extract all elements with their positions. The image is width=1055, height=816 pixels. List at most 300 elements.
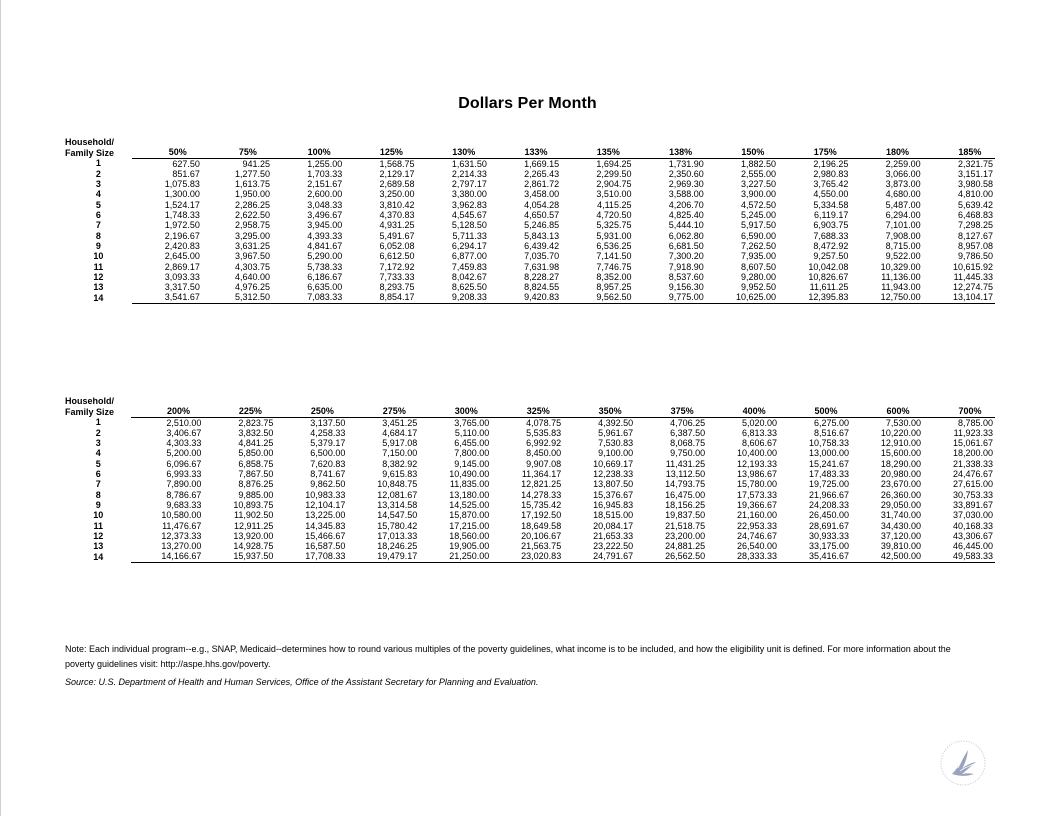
value-cell: 2,259.00 bbox=[885, 158, 921, 169]
value-cell: 851.67 bbox=[172, 168, 200, 179]
value-cell: 10,893.75 bbox=[233, 499, 274, 510]
family-size-cell: 7 bbox=[95, 479, 101, 490]
value-cell: 12,238.33 bbox=[593, 469, 634, 480]
value-cell: 46,445.00 bbox=[952, 541, 993, 552]
value-cell: 11,364.17 bbox=[521, 469, 562, 480]
note-text: Note: Each individual program--e.g., SNAP, Medicaid--determines how to round various multiples of the poverty guidelines, what income is to be included, and how the eligibility unit is defined. For more information about the poverty guidelines visit: http://aspe.hhs.gov/poverty. bbox=[65, 644, 951, 669]
table-row bbox=[65, 210, 995, 220]
value-cell: 5,535.83 bbox=[526, 427, 562, 438]
value-cell: 8,824.55 bbox=[524, 282, 560, 293]
value-cell: 15,600.00 bbox=[880, 448, 921, 459]
poverty-table-1 bbox=[65, 137, 995, 304]
value-cell: 3,451.25 bbox=[382, 417, 418, 428]
value-cell: 2,622.50 bbox=[234, 210, 270, 221]
value-cell: 2,510.00 bbox=[166, 417, 202, 428]
table-row bbox=[65, 417, 995, 428]
value-cell: 9,100.00 bbox=[598, 448, 634, 459]
value-cell: 1,613.75 bbox=[234, 179, 270, 190]
value-cell: 4,640.00 bbox=[234, 271, 270, 282]
value-cell: 19,479.17 bbox=[347, 551, 419, 562]
value-cell: 8,957.08 bbox=[957, 240, 993, 251]
value-cell: 4,976.25 bbox=[234, 282, 270, 293]
value-cell: 8,228.27 bbox=[524, 271, 560, 282]
value-cell: 5,200.00 bbox=[166, 448, 202, 459]
value-cell: 9,907.08 bbox=[526, 458, 562, 469]
value-cell: 2,861.72 bbox=[524, 179, 560, 190]
column-header: 180% bbox=[850, 147, 922, 158]
column-header: 300% bbox=[419, 406, 491, 417]
value-cell: 7,620.83 bbox=[310, 458, 346, 469]
value-cell: 2,321.75 bbox=[957, 158, 993, 169]
value-cell: 12,274.75 bbox=[952, 282, 993, 293]
value-cell: 11,902.50 bbox=[234, 510, 274, 521]
source-text: Source: U.S. Department of Health and Human Services, Office of the Assistant Secretary for Planning and Evaluation. bbox=[65, 677, 539, 687]
value-cell: 1,277.50 bbox=[234, 168, 270, 179]
table-row bbox=[65, 169, 995, 179]
value-cell: 7,150.00 bbox=[382, 448, 418, 459]
value-cell: 11,136.00 bbox=[881, 271, 921, 282]
value-cell: 5,379.17 bbox=[310, 438, 346, 449]
value-cell: 7,935.00 bbox=[741, 251, 777, 262]
value-cell: 2,299.50 bbox=[596, 168, 632, 179]
table-row bbox=[65, 262, 995, 272]
value-cell: 13,112.50 bbox=[665, 469, 706, 480]
value-cell: 13,225.00 bbox=[305, 510, 346, 521]
value-cell: 6,052.08 bbox=[379, 240, 415, 251]
value-cell: 21,160.00 bbox=[737, 510, 778, 521]
value-cell: 4,303.33 bbox=[166, 438, 202, 449]
value-cell: 1,950.00 bbox=[234, 189, 270, 200]
value-cell: 15,870.00 bbox=[449, 510, 490, 521]
page-title: Dollars Per Month bbox=[458, 95, 597, 112]
value-cell: 24,476.67 bbox=[952, 469, 993, 480]
value-cell: 23,020.83 bbox=[491, 551, 563, 562]
value-cell: 14,525.00 bbox=[449, 499, 490, 510]
value-cell: 3,765.42 bbox=[813, 179, 849, 190]
value-cell: 3,151.17 bbox=[957, 168, 993, 179]
value-cell: 4,550.00 bbox=[813, 189, 849, 200]
value-cell: 2,600.00 bbox=[307, 189, 343, 200]
value-cell: 2,797.17 bbox=[451, 179, 487, 190]
value-cell: 5,312.50 bbox=[202, 292, 272, 303]
value-cell: 15,937.50 bbox=[203, 551, 275, 562]
value-cell: 8,382.92 bbox=[382, 458, 418, 469]
value-cell: 40,168.33 bbox=[952, 520, 993, 531]
value-cell: 18,290.00 bbox=[880, 458, 921, 469]
value-cell: 9,257.50 bbox=[813, 251, 849, 262]
value-cell: 12,821.25 bbox=[521, 479, 562, 490]
value-cell: 18,246.25 bbox=[377, 541, 418, 552]
value-cell: 21,250.00 bbox=[419, 551, 491, 562]
value-cell: 2,286.25 bbox=[234, 199, 270, 210]
value-cell: 2,980.83 bbox=[813, 168, 849, 179]
value-cell: 23,200.00 bbox=[665, 530, 706, 541]
value-cell: 4,572.50 bbox=[741, 199, 777, 210]
value-cell: 13,807.50 bbox=[593, 479, 634, 490]
value-cell: 6,119.17 bbox=[813, 210, 849, 221]
value-cell: 5,487.00 bbox=[885, 199, 921, 210]
value-cell: 19,366.67 bbox=[737, 499, 778, 510]
value-cell: 10,615.92 bbox=[952, 261, 993, 272]
value-cell: 18,156.25 bbox=[665, 499, 706, 510]
value-cell: 9,683.33 bbox=[166, 499, 202, 510]
value-cell: 10,848.75 bbox=[377, 479, 418, 490]
value-cell: 8,127.67 bbox=[957, 230, 993, 241]
table-row bbox=[65, 282, 995, 292]
value-cell: 3,227.50 bbox=[741, 179, 777, 190]
value-cell: 8,607.50 bbox=[741, 261, 777, 272]
column-header: 700% bbox=[923, 406, 995, 417]
table-row bbox=[65, 479, 995, 489]
value-cell: 24,746.67 bbox=[737, 530, 778, 541]
value-cell: 7,530.00 bbox=[885, 417, 921, 428]
value-cell: 2,214.33 bbox=[451, 168, 487, 179]
family-size-cell: 12 bbox=[93, 530, 104, 541]
value-cell: 19,837.50 bbox=[665, 510, 706, 521]
value-cell: 4,684.17 bbox=[382, 427, 418, 438]
value-cell: 7,867.50 bbox=[238, 469, 274, 480]
value-cell: 2,689.58 bbox=[379, 179, 415, 190]
value-cell: 26,562.50 bbox=[635, 551, 707, 562]
value-cell: 8,450.00 bbox=[526, 448, 562, 459]
value-cell: 5,325.75 bbox=[596, 220, 632, 231]
value-cell: 28,333.33 bbox=[707, 551, 779, 562]
value-cell: 4,078.75 bbox=[526, 417, 562, 428]
value-cell: 33,175.00 bbox=[808, 541, 850, 552]
value-cell: 7,918.90 bbox=[668, 261, 704, 272]
value-cell: 6,992.92 bbox=[526, 438, 562, 449]
table-row bbox=[65, 189, 995, 199]
value-cell: 14,345.83 bbox=[305, 520, 346, 531]
value-cell: 2,958.75 bbox=[234, 220, 270, 231]
value-cell: 4,303.75 bbox=[234, 261, 270, 272]
value-cell: 8,876.25 bbox=[238, 479, 274, 490]
value-cell: 6,993.33 bbox=[166, 469, 202, 480]
value-cell: 1,568.75 bbox=[379, 158, 415, 169]
value-cell: 22,953.33 bbox=[737, 520, 778, 531]
value-cell: 8,957.25 bbox=[596, 282, 632, 293]
value-cell: 6,439.42 bbox=[524, 240, 560, 251]
value-cell: 15,735.42 bbox=[521, 499, 562, 510]
value-cell: 8,741.67 bbox=[310, 469, 346, 480]
value-cell: 1,748.33 bbox=[164, 210, 200, 221]
value-cell: 15,466.67 bbox=[305, 530, 346, 541]
value-cell: 3,295.00 bbox=[234, 230, 270, 241]
value-cell: 3,510.00 bbox=[596, 189, 632, 200]
family-size-cell: 4 bbox=[95, 189, 101, 200]
value-cell: 33,891.67 bbox=[952, 499, 993, 510]
family-size-cell: 8 bbox=[95, 230, 101, 241]
value-cell: 6,500.00 bbox=[310, 448, 346, 459]
value-cell: 5,711.33 bbox=[452, 230, 487, 241]
column-header: 600% bbox=[851, 406, 923, 417]
value-cell: 8,854.17 bbox=[344, 292, 416, 303]
value-cell: 3,380.00 bbox=[451, 189, 487, 200]
value-cell: 4,841.67 bbox=[307, 240, 343, 251]
value-cell: 3,873.00 bbox=[885, 179, 921, 190]
value-cell: 9,750.00 bbox=[670, 448, 706, 459]
value-cell: 20,084.17 bbox=[593, 520, 634, 531]
value-cell: 11,943.00 bbox=[881, 282, 921, 293]
value-cell: 3,137.50 bbox=[310, 417, 346, 428]
value-cell: 9,786.50 bbox=[957, 251, 993, 262]
value-cell: 12,193.33 bbox=[737, 458, 778, 469]
value-cell: 21,518.75 bbox=[665, 520, 706, 531]
value-cell: 8,785.00 bbox=[957, 417, 993, 428]
value-cell: 4,545.67 bbox=[451, 210, 487, 221]
value-cell: 18,200.00 bbox=[952, 448, 993, 459]
value-cell: 1,703.33 bbox=[307, 168, 343, 179]
value-cell: 12,104.17 bbox=[305, 499, 346, 510]
value-cell: 5,931.00 bbox=[596, 230, 632, 241]
value-cell: 7,459.83 bbox=[451, 261, 487, 272]
value-cell: 6,275.00 bbox=[813, 417, 850, 428]
value-cell: 2,969.30 bbox=[668, 179, 704, 190]
value-cell: 7,101.00 bbox=[885, 220, 921, 231]
value-cell: 30,933.33 bbox=[808, 530, 850, 541]
value-cell: 20,980.00 bbox=[880, 469, 921, 480]
value-cell: 3,048.33 bbox=[307, 199, 343, 210]
value-cell: 13,314.58 bbox=[377, 499, 418, 510]
value-cell: 10,758.33 bbox=[808, 438, 850, 449]
value-cell: 6,455.00 bbox=[454, 438, 490, 449]
row-header-line1: Household/ bbox=[65, 396, 114, 406]
value-cell: 17,215.00 bbox=[449, 520, 490, 531]
column-header: 135% bbox=[561, 147, 633, 158]
value-cell: 8,625.50 bbox=[451, 282, 487, 293]
value-cell: 3,962.83 bbox=[451, 199, 487, 210]
value-cell: 7,530.83 bbox=[598, 438, 634, 449]
value-cell: 9,522.00 bbox=[885, 251, 921, 262]
value-cell: 17,013.33 bbox=[377, 530, 418, 541]
value-cell: 12,395.83 bbox=[778, 292, 850, 303]
column-header: 133% bbox=[489, 147, 561, 158]
value-cell: 7,035.70 bbox=[524, 251, 560, 262]
table-row bbox=[65, 272, 995, 282]
value-cell: 3,631.25 bbox=[234, 240, 270, 251]
value-cell: 18,649.58 bbox=[521, 520, 562, 531]
table-row bbox=[65, 521, 995, 531]
value-cell: 37,120.00 bbox=[880, 530, 921, 541]
value-cell: 16,587.50 bbox=[305, 541, 346, 552]
value-cell: 5,334.58 bbox=[813, 199, 849, 210]
value-cell: 3,945.00 bbox=[307, 220, 343, 231]
value-cell: 5,444.10 bbox=[668, 220, 704, 231]
value-cell: 1,075.83 bbox=[164, 179, 200, 190]
value-cell: 9,952.50 bbox=[741, 282, 777, 293]
value-cell: 1,300.00 bbox=[164, 189, 200, 200]
value-cell: 1,669.15 bbox=[524, 158, 560, 169]
value-cell: 2,645.00 bbox=[164, 251, 200, 262]
value-cell: 4,206.70 bbox=[668, 199, 704, 210]
column-header: 185% bbox=[923, 147, 995, 158]
family-size-cell: 4 bbox=[95, 448, 101, 459]
table-row bbox=[65, 500, 995, 510]
value-cell: 5,246.85 bbox=[524, 220, 560, 231]
value-cell: 10,490.00 bbox=[449, 469, 490, 480]
value-cell: 941.25 bbox=[242, 158, 270, 169]
value-cell: 7,800.00 bbox=[454, 448, 490, 459]
value-cell: 13,920.00 bbox=[233, 530, 274, 541]
value-cell: 8,068.75 bbox=[670, 438, 706, 449]
value-cell: 3,765.00 bbox=[454, 417, 490, 428]
family-size-cell: 11 bbox=[93, 261, 104, 272]
column-header: 75% bbox=[202, 147, 272, 158]
value-cell: 7,890.00 bbox=[166, 479, 202, 490]
value-cell: 6,681.50 bbox=[668, 240, 704, 251]
value-cell: 4,931.25 bbox=[379, 220, 415, 231]
value-cell: 37,030.00 bbox=[952, 510, 993, 521]
value-cell: 8,786.67 bbox=[166, 489, 202, 500]
hhs-eagle-icon bbox=[938, 738, 988, 788]
table-row bbox=[65, 428, 995, 438]
value-cell: 2,869.17 bbox=[164, 261, 200, 272]
value-cell: 10,220.00 bbox=[880, 427, 921, 438]
value-cell: 7,746.75 bbox=[596, 261, 632, 272]
value-cell: 15,780.00 bbox=[737, 479, 778, 490]
column-header: 138% bbox=[633, 147, 705, 158]
value-cell: 1,631.50 bbox=[451, 158, 487, 169]
value-cell: 8,352.00 bbox=[596, 271, 632, 282]
value-cell: 4,680.00 bbox=[885, 189, 921, 200]
value-cell: 6,294.00 bbox=[885, 210, 921, 221]
value-cell: 3,250.00 bbox=[379, 189, 415, 200]
value-cell: 15,241.67 bbox=[808, 458, 850, 469]
value-cell: 24,791.67 bbox=[563, 551, 635, 562]
family-size-cell: 9 bbox=[95, 240, 101, 251]
value-cell: 23,222.50 bbox=[593, 541, 634, 552]
value-cell: 1,882.50 bbox=[741, 158, 777, 169]
row-header-line2: Family Size bbox=[65, 406, 115, 417]
column-header: 375% bbox=[635, 406, 707, 417]
value-cell: 7,300.20 bbox=[668, 251, 704, 262]
family-size-cell: 14 bbox=[93, 551, 104, 562]
value-cell: 12,373.33 bbox=[161, 530, 202, 541]
value-cell: 15,780.42 bbox=[377, 520, 418, 531]
value-cell: 21,966.67 bbox=[808, 489, 850, 500]
value-cell: 10,042.08 bbox=[808, 261, 849, 272]
value-cell: 7,688.33 bbox=[813, 230, 849, 241]
value-cell: 23,670.00 bbox=[880, 479, 921, 490]
value-cell: 49,583.33 bbox=[923, 551, 995, 562]
value-cell: 3,588.00 bbox=[668, 189, 704, 200]
value-cell: 43,306.67 bbox=[952, 530, 993, 541]
value-cell: 1,255.00 bbox=[307, 158, 343, 169]
value-cell: 28,691.67 bbox=[808, 520, 850, 531]
table-row bbox=[65, 251, 995, 261]
value-cell: 5,639.42 bbox=[957, 199, 993, 210]
value-cell: 14,547.50 bbox=[377, 510, 418, 521]
value-cell: 4,392.50 bbox=[598, 417, 634, 428]
value-cell: 5,917.08 bbox=[382, 438, 418, 449]
table-row bbox=[65, 438, 995, 448]
value-cell: 8,606.67 bbox=[742, 438, 778, 449]
value-cell: 14,793.75 bbox=[665, 479, 706, 490]
value-cell: 4,810.00 bbox=[957, 189, 993, 200]
value-cell: 2,904.75 bbox=[596, 179, 632, 190]
value-cell: 3,832.50 bbox=[238, 427, 274, 438]
value-cell: 21,338.33 bbox=[952, 458, 993, 469]
value-cell: 15,376.67 bbox=[593, 489, 634, 500]
value-cell: 4,706.25 bbox=[670, 417, 706, 428]
value-cell: 12,081.67 bbox=[377, 489, 418, 500]
value-cell: 29,050.00 bbox=[880, 499, 921, 510]
family-size-cell: 6 bbox=[95, 210, 101, 221]
value-cell: 2,196.67 bbox=[164, 230, 200, 241]
value-cell: 2,151.67 bbox=[307, 179, 343, 190]
value-cell: 6,635.00 bbox=[307, 282, 343, 293]
value-cell: 4,370.83 bbox=[379, 210, 415, 221]
value-cell: 8,516.67 bbox=[813, 427, 850, 438]
value-cell: 5,850.00 bbox=[238, 448, 274, 459]
table-row bbox=[65, 448, 995, 458]
value-cell: 7,172.92 bbox=[379, 261, 415, 272]
table-row bbox=[65, 158, 995, 169]
value-cell: 8,715.00 bbox=[885, 240, 921, 251]
family-size-cell: 8 bbox=[95, 489, 101, 500]
value-cell: 4,825.40 bbox=[668, 210, 704, 221]
value-cell: 2,265.43 bbox=[524, 168, 560, 179]
value-cell: 4,393.33 bbox=[307, 230, 343, 241]
value-cell: 4,258.33 bbox=[310, 427, 346, 438]
value-cell: 5,491.67 bbox=[379, 230, 415, 241]
value-cell: 9,615.83 bbox=[382, 469, 418, 480]
family-size-cell: 12 bbox=[93, 271, 104, 282]
value-cell: 7,083.33 bbox=[272, 292, 344, 303]
family-size-cell: 7 bbox=[95, 220, 101, 231]
value-cell: 13,180.00 bbox=[449, 489, 490, 500]
value-cell: 2,823.75 bbox=[238, 417, 274, 428]
family-size-cell: 10 bbox=[93, 251, 104, 262]
value-cell: 13,270.00 bbox=[161, 541, 202, 552]
family-size-cell: 13 bbox=[93, 541, 104, 552]
family-size-cell: 1 bbox=[95, 417, 101, 428]
value-cell: 10,580.00 bbox=[161, 510, 202, 521]
value-cell: 3,406.67 bbox=[166, 427, 202, 438]
value-cell: 3,980.58 bbox=[957, 179, 993, 190]
value-cell: 6,468.83 bbox=[957, 210, 993, 221]
column-header: 275% bbox=[347, 406, 419, 417]
value-cell: 11,476.67 bbox=[162, 520, 202, 531]
row-header-line2: Family Size bbox=[65, 147, 115, 158]
column-header: 150% bbox=[706, 147, 778, 158]
value-cell: 14,928.75 bbox=[233, 541, 274, 552]
value-cell: 14,278.33 bbox=[521, 489, 562, 500]
table-row bbox=[65, 510, 995, 520]
value-cell: 12,910.00 bbox=[880, 438, 921, 449]
column-header: 250% bbox=[275, 406, 347, 417]
column-header: 225% bbox=[203, 406, 275, 417]
value-cell: 5,110.00 bbox=[454, 427, 490, 438]
value-cell: 7,262.50 bbox=[741, 240, 777, 251]
value-cell: 19,725.00 bbox=[808, 479, 850, 490]
value-cell: 6,858.75 bbox=[238, 458, 274, 469]
value-cell: 42,500.00 bbox=[851, 551, 923, 562]
value-cell: 5,128.50 bbox=[451, 220, 487, 231]
column-header: 500% bbox=[779, 406, 851, 417]
value-cell: 9,885.00 bbox=[238, 489, 274, 500]
value-cell: 16,475.00 bbox=[665, 489, 706, 500]
column-header: 200% bbox=[131, 406, 203, 417]
table-row bbox=[65, 531, 995, 541]
value-cell: 10,826.67 bbox=[808, 271, 849, 282]
value-cell: 8,293.75 bbox=[379, 282, 415, 293]
value-cell: 17,573.33 bbox=[737, 489, 778, 500]
value-cell: 6,590.00 bbox=[741, 230, 777, 241]
value-cell: 10,625.00 bbox=[706, 292, 778, 303]
value-cell: 6,294.17 bbox=[451, 240, 487, 251]
value-cell: 3,458.00 bbox=[524, 189, 560, 200]
